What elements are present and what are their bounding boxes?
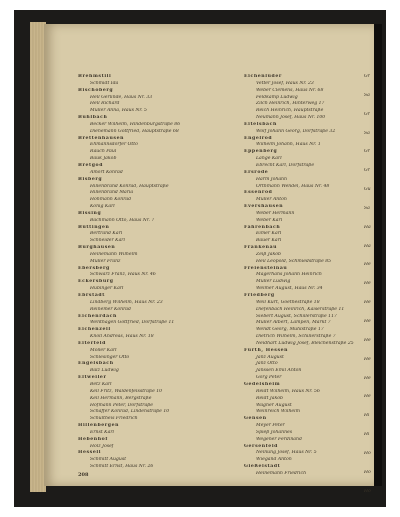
left-place-heading: Bisberg [78, 176, 103, 182]
left-column [78, 74, 228, 471]
right-entry: Meyer Peter [256, 423, 285, 429]
scan-right-border [374, 24, 382, 486]
right-entry: Wiegand Anton [256, 457, 292, 463]
cropped-entry: Gu [364, 187, 371, 193]
cropped-entry: He [364, 262, 371, 268]
right-entry: Bauer Karl [256, 238, 282, 244]
left-place-heading: Bissing [78, 210, 102, 216]
left-place-heading: Eichenrdach [78, 313, 117, 319]
left-place-heading: Eltweiler [78, 375, 107, 381]
right-place-heading: Frankenau [244, 245, 278, 251]
cropped-entry: He [364, 356, 371, 362]
left-entry: Schmitt August [90, 457, 127, 463]
right-entry: Wilhelm Johann, Haus Nr. 1 [256, 142, 321, 148]
cropped-entry: He [364, 375, 371, 381]
right-place-heading: Fahrenbach [244, 224, 281, 230]
left-place-heading: Brettenhausen [78, 135, 125, 141]
right-entry: Janz Otto [256, 361, 278, 367]
cropped-column [364, 74, 374, 507]
left-entry: Knöll Andreas, Haus Nr. 18 [90, 334, 154, 340]
left-entry: Kell Hermann, Bergstraße [90, 395, 152, 401]
right-entry: Siebert August, Schillerstraße 117 [256, 313, 337, 319]
left-entry: Hell Gerlinde, Haus Nr. 33 [90, 94, 153, 100]
left-entry: Schneider Karl [90, 238, 125, 244]
right-place-heading: Eppenberg [244, 149, 278, 155]
left-place-heading: Burghausen [78, 245, 116, 251]
right-entry: Müller Albert, Lampen, Markt 7 [256, 320, 331, 326]
cropped-entry: He [364, 394, 371, 400]
right-entry: Neidhart Ludwig Josef, Bleichenstraße 25 [256, 340, 354, 346]
cropped-entry: Gr [364, 168, 370, 174]
left-entry: Hillenbrand Maria [90, 190, 134, 196]
left-entry: Reinemer Konrad [90, 306, 131, 312]
right-entry: Dietrich Wilhelm, Schillerstraße 7 [256, 334, 336, 340]
cropped-entry: Hö [364, 450, 371, 456]
left-entry: Rauch Paul [90, 149, 117, 155]
cropped-entry: He [364, 281, 371, 287]
right-entry: Weimer August, Haus Nr. 34 [256, 286, 323, 292]
cropped-entry: He [364, 318, 371, 324]
right-entry: Weber Hermann [256, 210, 295, 216]
left-entry: Schmidt Ida [90, 80, 119, 86]
left-entry: Becker Wilhelm, Hindenburgstraße 86 [90, 121, 181, 127]
right-entry: Heinemann Friedrich [256, 470, 307, 476]
right-place-heading: Gießelstadt [244, 464, 281, 470]
left-place-heading: Hebenhof [78, 436, 108, 442]
right-place-heading: Eichenlüder [244, 74, 282, 79]
cropped-entry: Hö [364, 469, 371, 475]
right-entry: Wolf Johann Georg, Dorfstraße 32 [256, 128, 336, 134]
right-place-heading: Gersenfeld [244, 443, 278, 449]
right-entry: Reich Heinrich, Hauptstraße [256, 108, 324, 114]
left-entry: Heinemann Wilhelm [90, 251, 138, 257]
left-entry: Schäffer Konrad, Lindenstraße 10 [90, 409, 170, 415]
left-entry: Möller Karl [90, 347, 117, 353]
cropped-entry: Sa [364, 205, 370, 211]
left-entry: Schlesinger Otto [90, 354, 130, 360]
right-entry: Orthmann Wendel, Haus Nr. 48 [256, 183, 330, 189]
right-entry: Weber Karl [256, 217, 283, 223]
left-place-heading: Eiterfeld [78, 340, 106, 346]
left-place-heading: Hessell [78, 450, 102, 456]
right-entry: Neinung Josef, Haus Nr. 5 [256, 450, 317, 456]
right-entry: Müller Anton [256, 197, 287, 203]
right-place-heading: Fürth, Hessen [244, 347, 289, 353]
left-place-heading: Eckersburg [78, 279, 114, 285]
right-place-heading: Freiensteinau [244, 265, 288, 271]
right-place-heading: Friedberg [244, 293, 275, 298]
cropped-entry: Gr [364, 74, 370, 79]
left-entry: Schwarz Franz, Haus Nr. 46 [90, 272, 156, 278]
left-entry: Balz Ludwig [90, 368, 119, 374]
right-entry: Wendt Georg, Mühlstraße 17 [256, 327, 324, 333]
right-entry: Vetter Josef, Haus Nr. 23 [256, 80, 314, 86]
left-entry: König Karl [90, 204, 115, 210]
left-entry: Kell Fritz, Waldenfelsstraße 10 [90, 388, 163, 394]
right-entry: Magerhans Johann Heinrich [256, 272, 322, 278]
left-entry: Hillenbrand Konrad, Hauptstraße [90, 183, 169, 189]
right-entry: Weil Kurt, Goethestraße 18 [256, 299, 320, 305]
right-entry: Janz August [256, 354, 284, 360]
cropped-entry: Ha [364, 224, 371, 230]
right-entry: Janssen Emil Anton [256, 368, 302, 374]
cropped-entry: He [364, 300, 371, 306]
right-entry: Harm Johann [256, 176, 287, 182]
right-entry: Neumann Josef, Haus Nr. 100 [256, 115, 326, 121]
left-place-heading: Bretgod [78, 162, 104, 168]
right-entry: Feldkamp Ludwig [256, 94, 298, 100]
left-entry: Schmitt Ernst, Haus Nr. 26 [90, 464, 154, 470]
right-place-heading: Gedelsheim [244, 381, 281, 387]
book-page [44, 24, 374, 494]
left-place-heading: Hillenbergen [78, 423, 120, 429]
right-entry: Wagner August [256, 402, 292, 408]
page-number: 208 [78, 472, 89, 478]
left-entry: Schultheis Friedrich [90, 416, 138, 422]
left-entry: Lindberg Wilhelm, Haus Nr. 23 [90, 299, 163, 305]
right-place-heading: Eitelsbach [244, 121, 277, 127]
left-place-heading: Bischoberg [78, 87, 114, 93]
right-entry: Ebrecht Karl, Dorfstraße [256, 162, 315, 168]
left-place-heading: Ebrstadt [78, 293, 105, 298]
left-place-heading: Büttingen [78, 224, 110, 230]
left-entry: Amort Konrad [90, 169, 123, 175]
right-entry: Zilch Heinrich, Hinterweg 17 [256, 101, 325, 107]
cropped-entry: He [364, 337, 371, 343]
cropped-entry: Ha [364, 243, 371, 249]
left-entry: Hübinger Karl [90, 286, 124, 292]
right-entry: Zeiß Jakob [256, 251, 281, 257]
left-entry: Holz Josef [90, 443, 114, 449]
right-place-heading: Essenrod [244, 190, 273, 196]
left-entry: Wenthagen Gottfried, Dorfstraße 11 [90, 320, 175, 326]
right-entry: Heil Leopold, Schmiedstraße 85 [256, 258, 332, 264]
right-entry: Reidt Jakob [256, 395, 283, 401]
cropped-entry: Sa [364, 130, 370, 136]
left-place-heading: Buhlbach [78, 115, 108, 121]
right-place-heading: Gensen [244, 416, 267, 422]
right-entry: Weber Clemens, Haus Nr. 68 [256, 87, 324, 93]
left-place-heading: Engelsbach [78, 361, 114, 367]
left-entry: Müller Franz [90, 258, 121, 264]
left-entry: Hohmann Konrad [90, 197, 132, 203]
right-entry: Reidt Wilhelm, Haus Nr. 56 [256, 388, 320, 394]
left-place-heading: Eichenzell [78, 327, 111, 333]
right-entry: Wegener Ferdinand [256, 436, 302, 442]
cropped-entry: Gr [364, 111, 370, 117]
right-place-heading: Engelrod [244, 135, 273, 141]
left-place-heading: Brehmstill [78, 74, 112, 79]
left-entry: Hell Richard [90, 101, 120, 107]
cropped-entry: Gr [364, 149, 370, 155]
right-place-heading: Evershausen [244, 204, 284, 210]
left-entry: Ehmannsdörfer Otto [90, 142, 138, 148]
cropped-entry: Hi [364, 413, 370, 419]
left-entry: Betz Karl [90, 381, 112, 387]
left-entry: Dienemann Gottfried, Hauptstraße 68 [90, 128, 179, 134]
right-entry: Lange Karl [256, 156, 282, 162]
cropped-entry: Ho [364, 488, 371, 494]
left-entry: Bauk Jakob [90, 156, 117, 162]
left-entry: Ernst Karl [90, 429, 115, 435]
left-entry: Bertrand Karl [90, 231, 123, 237]
cropped-entry: Sa [364, 92, 370, 98]
right-entry: Müller Ludwig [256, 279, 291, 285]
left-entry: Bachmann Otto, Haus Nr. 7 [90, 217, 155, 223]
cropped-entry: Hi [364, 432, 370, 438]
right-entry: Spieß Johannes [256, 429, 293, 435]
right-place-heading: Ersrode [244, 169, 269, 175]
left-entry: Müller Anna, Haus Nr. 5 [90, 108, 147, 114]
left-place-heading: Ebersberg [78, 265, 110, 271]
right-entry: Weinreich Wilhelm [256, 409, 300, 415]
right-entry: Görg Peter [256, 375, 282, 381]
left-entry: Hofmann Peter, Dorfstraße [90, 402, 153, 408]
right-entry: Eimer Karl [256, 231, 282, 237]
right-entry: Diefenbach Heinrich, Kaiserstraße 11 [256, 306, 345, 312]
